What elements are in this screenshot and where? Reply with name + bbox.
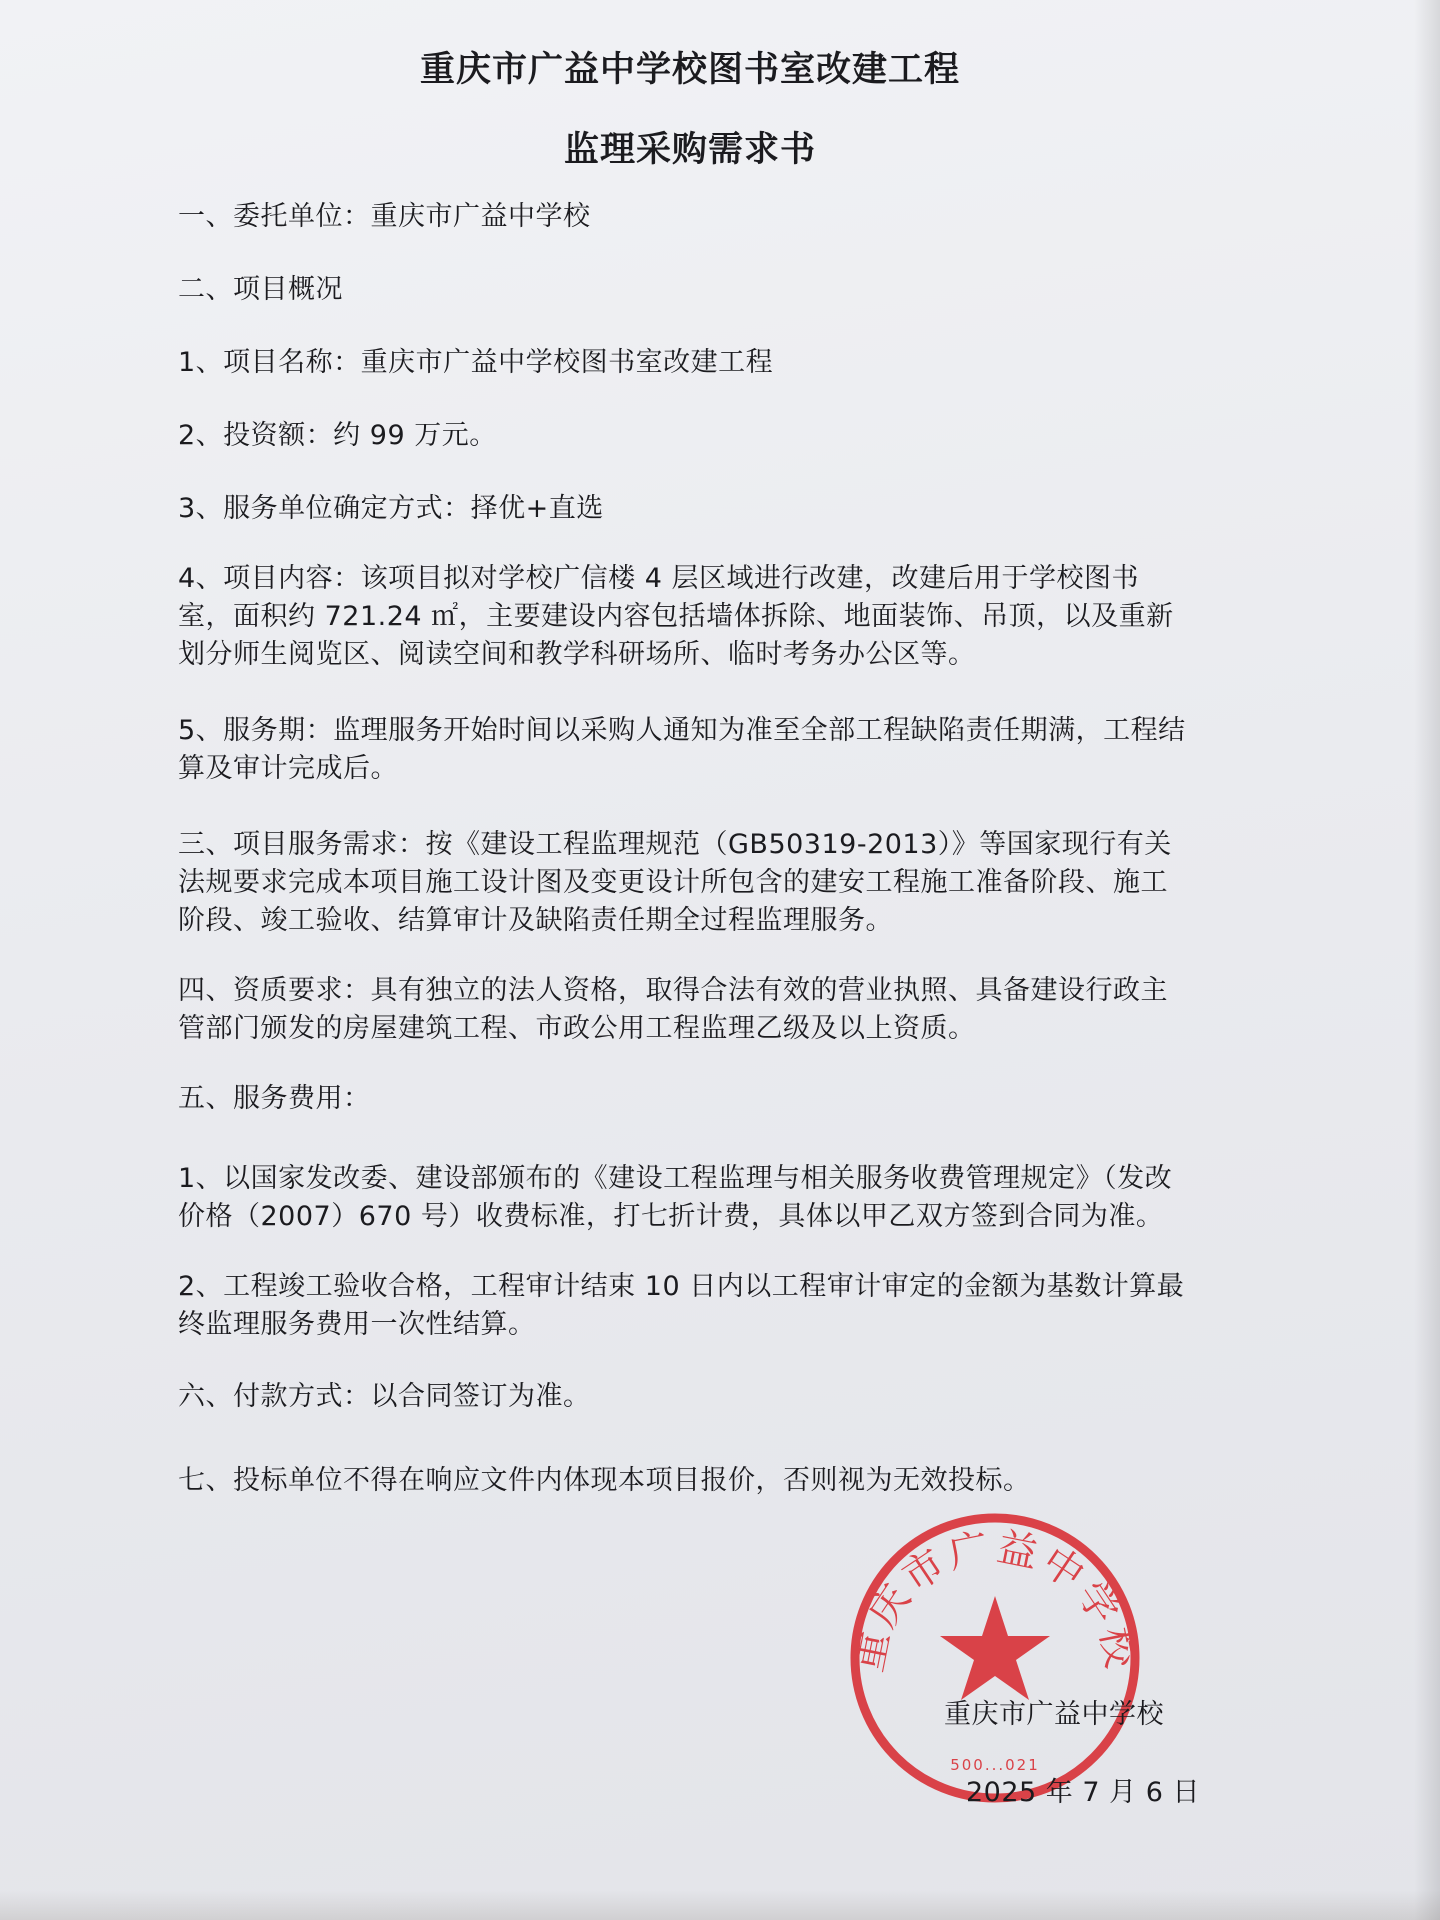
seal-number: 500...021 [950, 1756, 1040, 1774]
section-client: 一、委托单位：重庆市广益中学校 [178, 201, 591, 232]
signature-date: 2025 年 7 月 6 日 [966, 1777, 1200, 1808]
page-edge-shadow [1414, 0, 1440, 1920]
section-selection-method: 3、服务单位确定方式：择优+直选 [178, 493, 604, 524]
section-bid-note: 七、投标单位不得在响应文件内体现本项目报价，否则视为无效投标。 [178, 1465, 1031, 1496]
section-fee-settlement: 2、工程竣工验收合格，工程审计结束 10 日内以工程审计审定的金额为基数计算最终监理服务费用一次性结算。 [178, 1271, 1185, 1340]
section-fee-standard: 1、以国家发改委、建设部颁布的《建设工程监理与相关服务收费管理规定》（发改价格（2007）670 号）收费标准，打七折计费，具体以甲乙双方签到合同为准。 [178, 1163, 1173, 1232]
section-service-requirements: 三、项目服务需求：按《建设工程监理规范（GB50319-2013）》等国家现行有关法规要求完成本项目施工设计图及变更设计所包含的建安工程施工准备阶段、施工阶段、竣工验收、结算审计及缺陷责任期全过程监理服务。 [178, 829, 1172, 936]
page-bottom-strip [0, 1890, 1440, 1920]
section-project-name: 1、项目名称：重庆市广益中学校图书室改建工程 [178, 347, 774, 378]
star-icon [940, 1596, 1050, 1700]
section-investment: 2、投资额：约 99 万元。 [178, 420, 497, 451]
section-qualification: 四、资质要求：具有独立的法人资格，取得合法有效的营业执照、具备建设行政主管部门颁发的房屋建筑工程、市政公用工程监理乙级及以上资质。 [178, 975, 1168, 1044]
section-project-content: 4、项目内容：该项目拟对学校广信楼 4 层区域进行改建，改建后用于学校图书室，面积约 721.24 ㎡，主要建设内容包括墙体拆除、地面装饰、吊顶，以及重新划分师生阅览区、阅读空间和教学科研场所、临时考务办公区等。 [178, 563, 1174, 670]
seal-text: 重庆市广益中学校 [845, 1524, 1145, 1676]
signature-organization: 重庆市广益中学校 [944, 1699, 1164, 1730]
section-fees-heading: 五、服务费用： [178, 1083, 371, 1114]
document-title: 重庆市广益中学校图书室改建工程 [419, 50, 960, 90]
document-subtitle: 监理采购需求书 [563, 130, 816, 170]
section-payment: 六、付款方式：以合同签订为准。 [178, 1381, 591, 1412]
official-seal [845, 1508, 1145, 1808]
section-overview-heading: 二、项目概况 [178, 274, 343, 305]
section-service-period: 5、服务期：监理服务开始时间以采购人通知为准至全部工程缺陷责任期满，工程结算及审计完成后。 [178, 715, 1186, 784]
